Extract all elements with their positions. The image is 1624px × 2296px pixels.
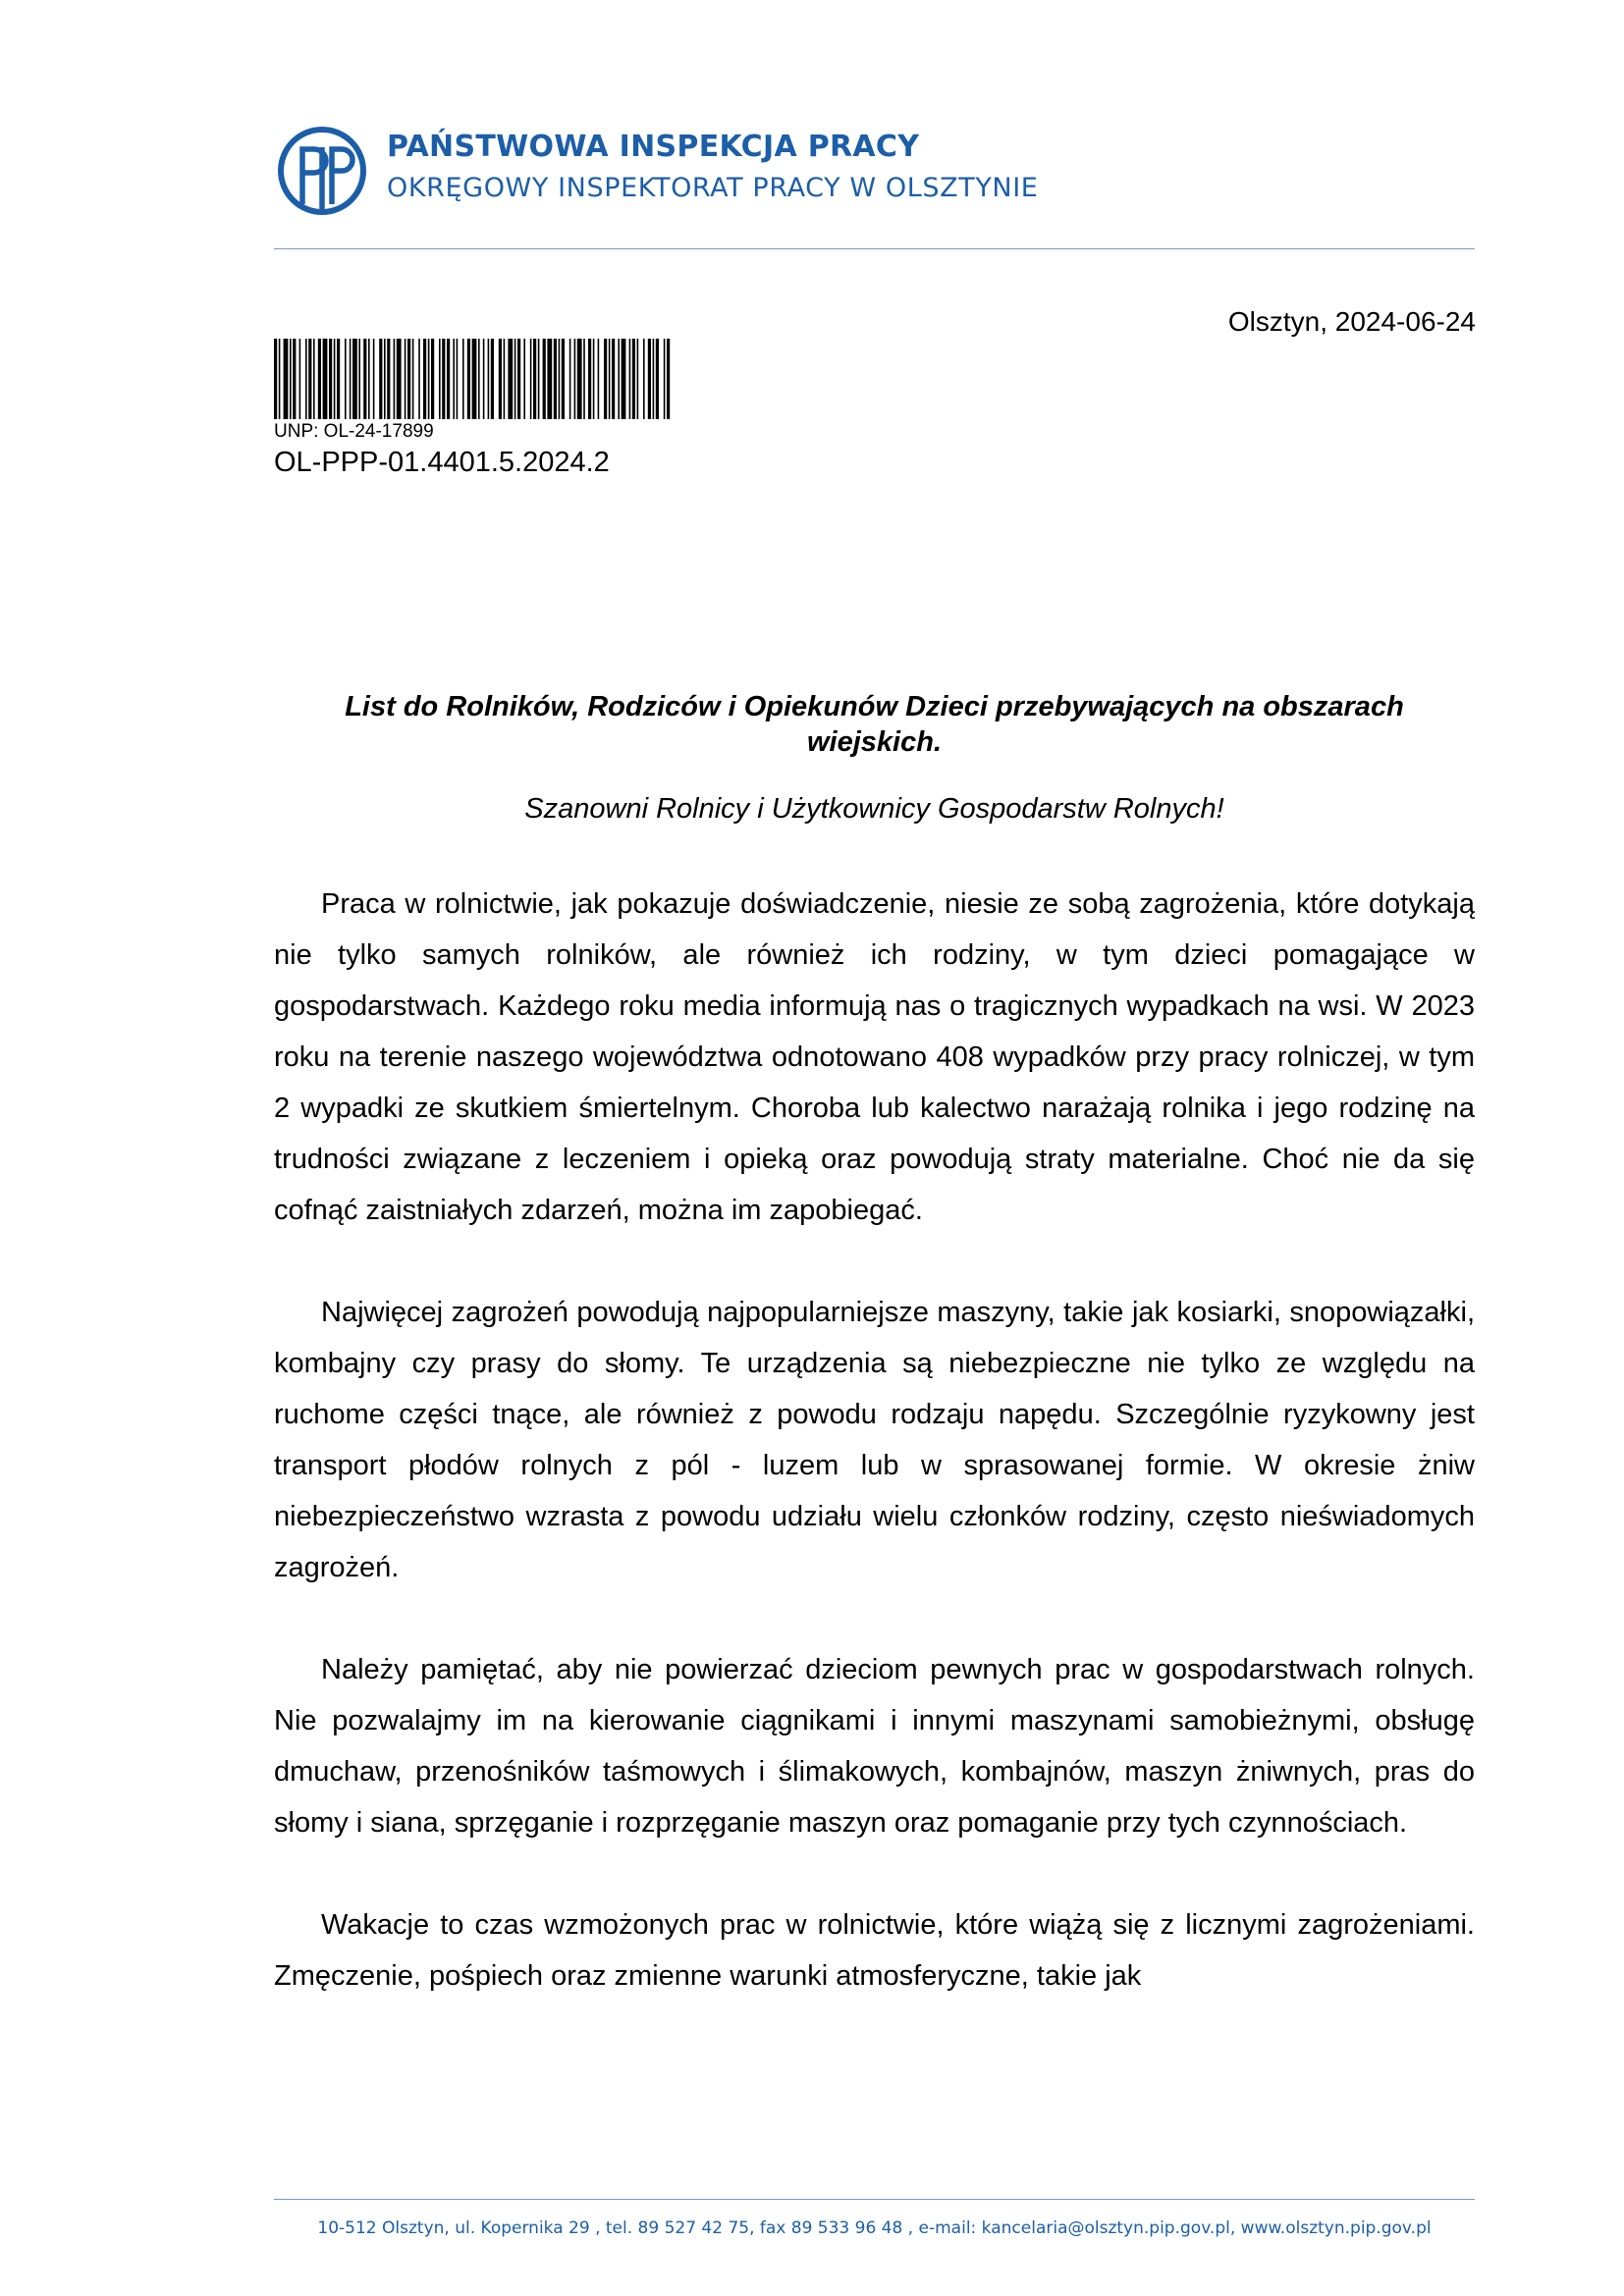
paragraph: Wakacje to czas wzmożonych prac w rolnictwie, które wiążą się z licznymi zagrożeniami. Zmęczenie, pośpiech oraz zmienne warunki atmosferyczne, takie jak: [274, 1909, 1475, 1992]
paragraph: Praca w rolnictwie, jak pokazuje doświadczenie, niesie ze sobą zagrożenia, które dotykają nie tylko samych rolników, ale również ich rodziny, w tym dzieci pomagające w gospodarstwach. Każdego roku media informują nas o tragicznych wypadkach na wsi. W 2023 roku na terenie naszego województwa odnotowano 408 wypadków przy pracy rolniczej, w tym 2 wypadki ze skutkiem śmiertelnym. Choroba lub kalectwo narażają rolnika i jego rodzinę na trudności związane z leczeniem i opieką oraz powodują straty materialne. Choć nie da się cofnąć zaistniałych zdarzeń, można im zapobiegać.: [274, 888, 1475, 1226]
letter-body: [274, 879, 1475, 2053]
header-divider: [274, 248, 1475, 249]
organization-unit: OKRĘGOWY INSPEKTORAT PRACY W OLSZTYNIE: [387, 173, 1039, 203]
letter-title: List do Rolników, Rodziców i Opiekunów Dzieci przebywających na obszarach wiejskich.: [345, 691, 1404, 758]
footer-divider: [274, 2199, 1475, 2200]
letterhead: [277, 124, 1475, 217]
letter-greeting: Szanowni Rolnicy i Użytkownicy Gospodarstw Rolnych!: [524, 793, 1224, 825]
unp-number: UNP: OL-24-17899: [274, 421, 434, 442]
paragraph: Najwięcej zagrożeń powodują najpopularniejsze maszyny, takie jak kosiarki, snopowiązałki, kombajny czy prasy do słomy. Te urządzenia są niebezpieczne nie tylko ze względu na ruchome części tnące, ale również z powodu rodzaju napędu. Szczególnie ryzykowny jest transport płodów rolnych z pól - luzem lub w sprasowanej formie. W okresie żniw niebezpieczeństwo wzrasta z powodu udziału wielu członków rodziny, często nieświadomych zagrożeń.: [274, 1297, 1475, 1583]
barcode: [274, 339, 671, 419]
paragraph: Należy pamiętać, aby nie powierzać dzieciom pewnych prac w gospodarstwach rolnych. Nie pozwalajmy im na kierowanie ciągnikami i innymi maszynami samobieżnymi, obsługę dmuchaw, przenośników taśmowych i ślimakowych, kombajnów, maszyn żniwnych, pras do słomy i siana, sprzęganie i rozprzęganie maszyn oraz pomaganie przy tych czynnościach.: [274, 1654, 1475, 1839]
organization-name: PAŃSTWOWA INSPEKCJA PRACY: [387, 130, 920, 164]
footer-contact: 10-512 Olsztyn, ul. Kopernika 29 , tel. 89 527 42 75, fax 89 533 96 48 , e-mail: kancelaria@olsztyn.pip.gov.pl, www.olsztyn.pip.gov.pl: [317, 2218, 1432, 2238]
reference-number: OL-PPP-01.4401.5.2024.2: [274, 447, 610, 478]
pip-logo: [277, 124, 367, 218]
date-line: Olsztyn, 2024-06-24: [1227, 306, 1476, 337]
